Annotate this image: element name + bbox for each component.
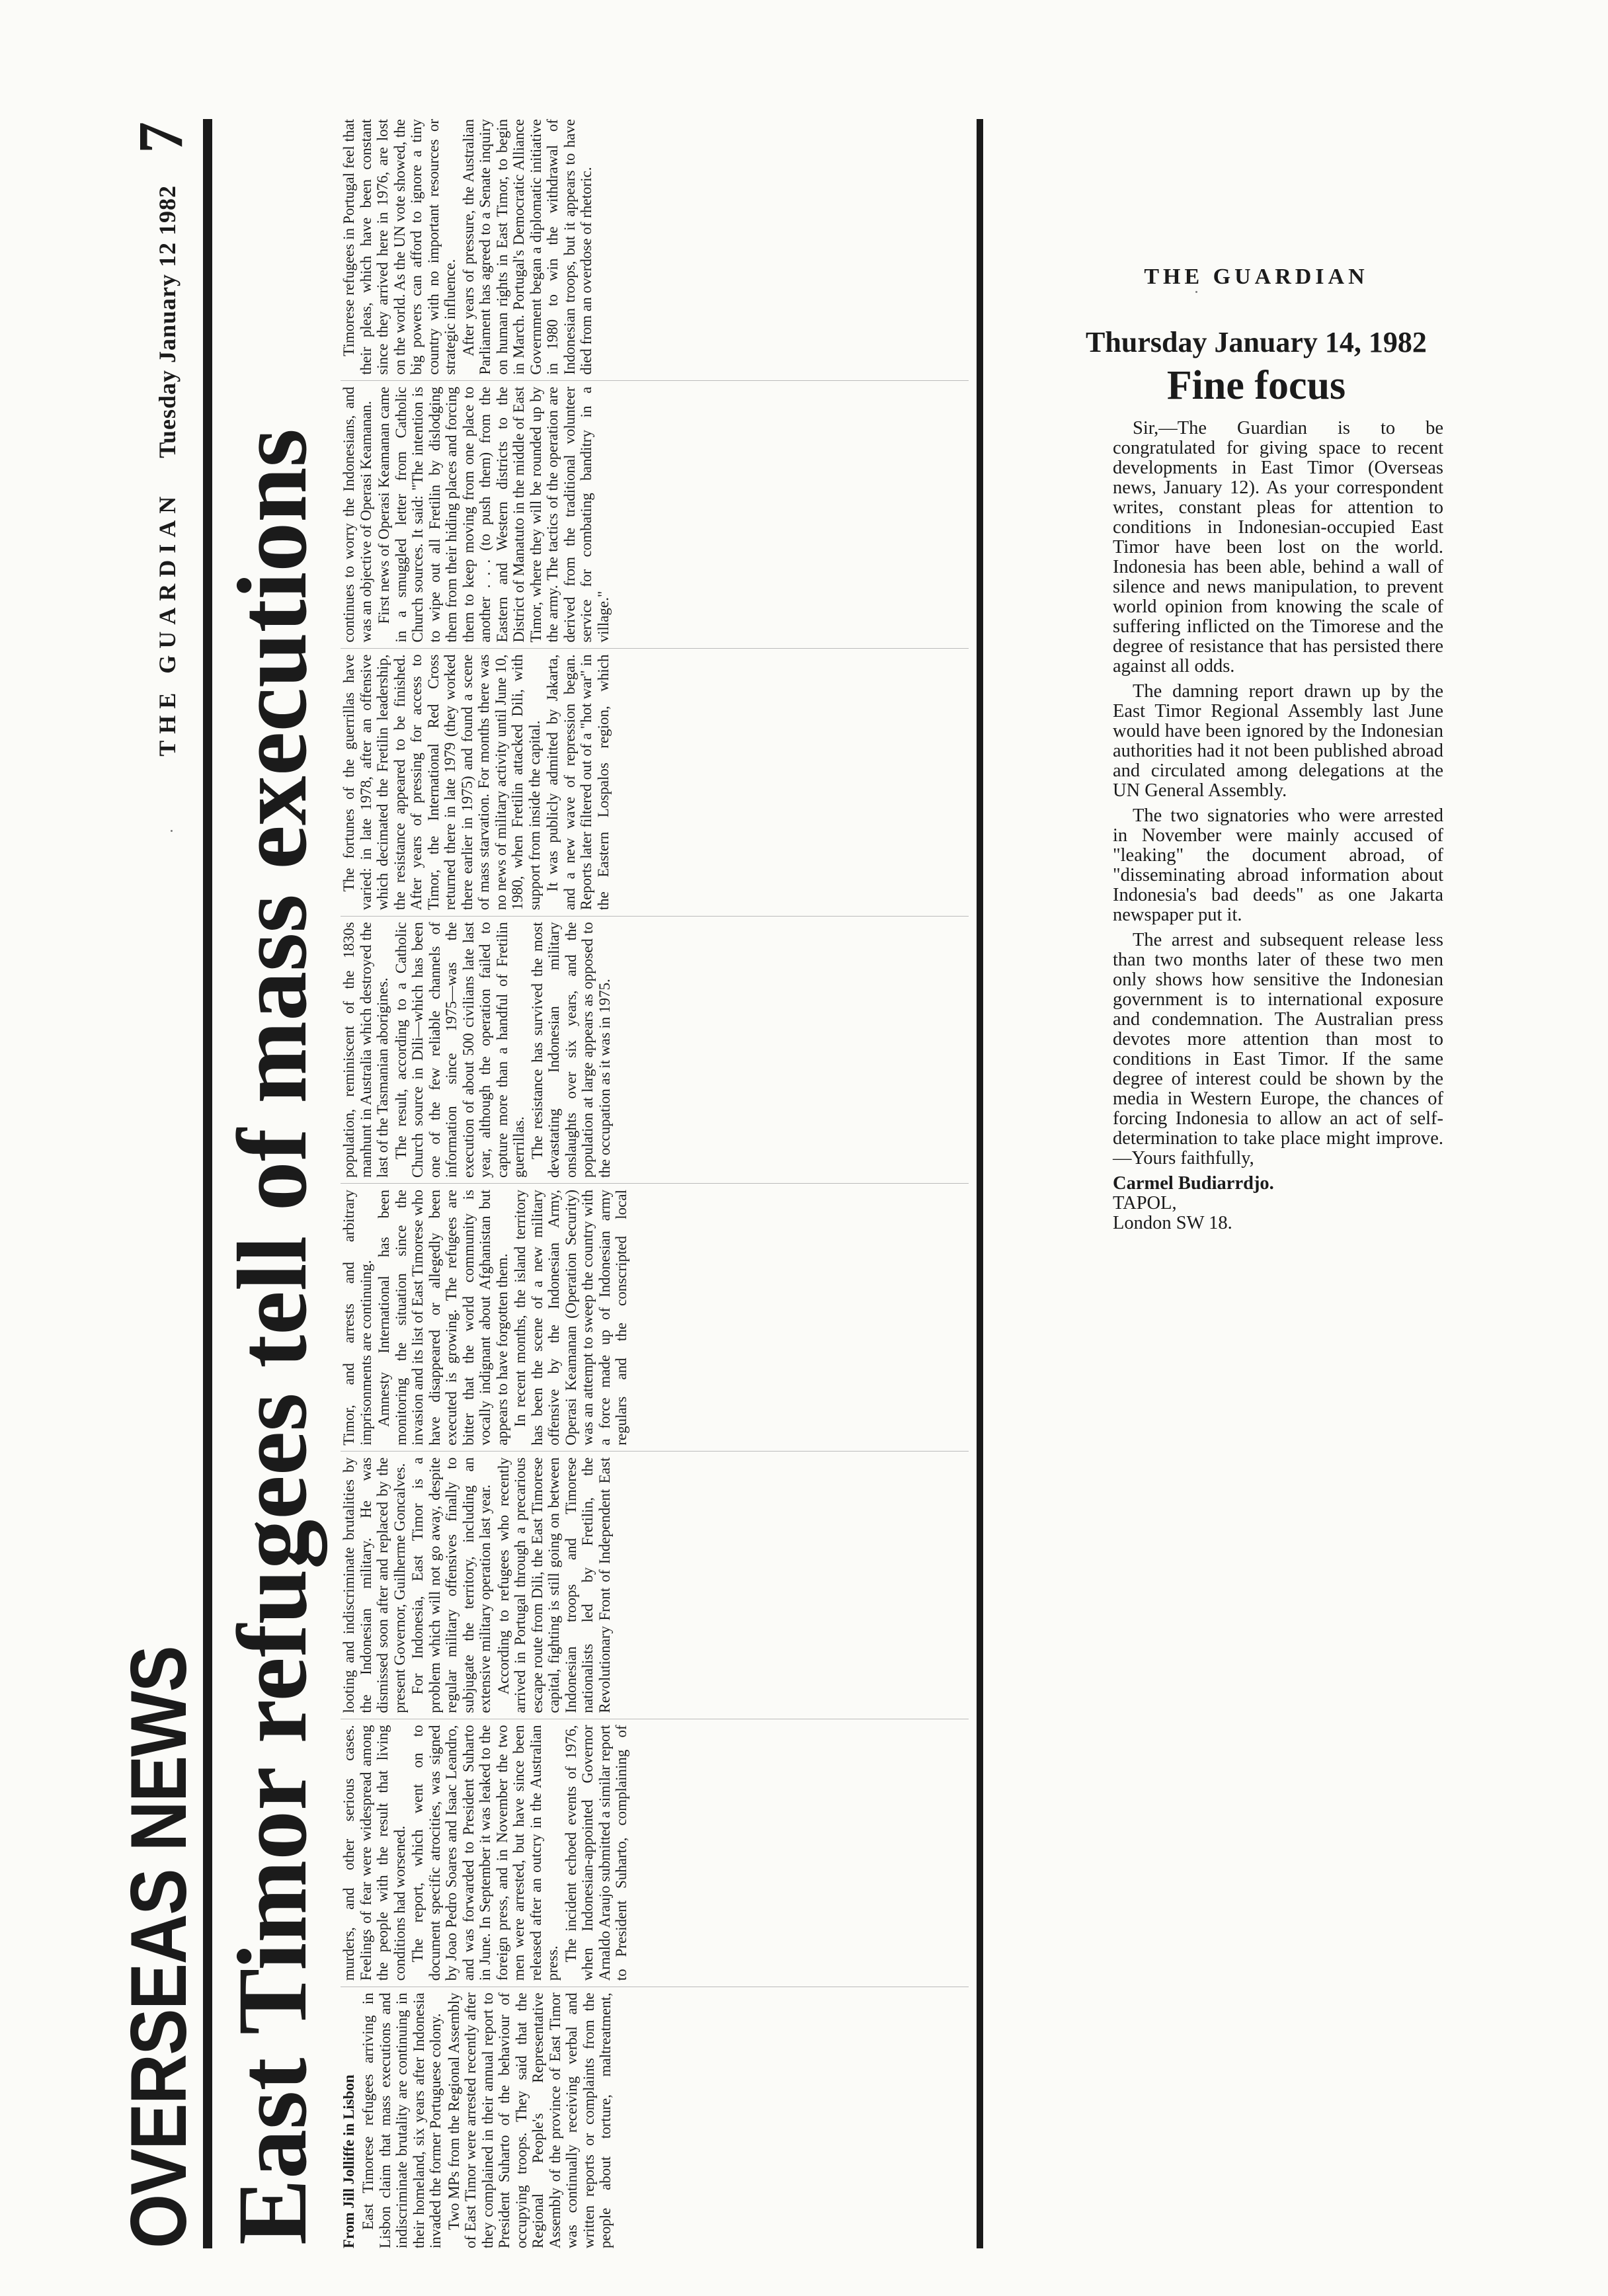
letter-clipping bbox=[1048, 265, 1465, 1233]
article-paragraph: First news of Operasi Keamanan came in a smuggled letter from Catholic Church sources. It said: "The intention is to wipe out all Fretilin by dislodging them from their hiding places and forcing them to keep moving from one place to another . . . (to push them) from the Eastern and Western districts to the District of Manatuto in the middle of East Timor, where they will be rounded up by the army. The tactics of the operation are derived from the traditional volunteer service for combating banditry in a village." bbox=[376, 386, 612, 643]
letter-paragraph: The two signatories who were arrested in November were mainly accused of "leaking" the document abroad, of "disseminating abroad information about Indonesia's bad deeds" as one Jakarta newspaper put it. bbox=[1113, 805, 1443, 925]
letter-paragraph: The damning report drawn up by the East Timor Regional Assembly last June would have been ignored by the Indonesian authorities had it not been published abroad and circulated among delegations at the UN General Assembly. bbox=[1113, 681, 1443, 801]
page-header bbox=[124, 119, 196, 1243]
header-rule bbox=[203, 119, 212, 2248]
scan-speck bbox=[1195, 291, 1197, 293]
article-paragraph: The incident echoed events of 1976, when Indonesian-appointed Governor Arnaldo Araujo submitted a similar report to President Suharto, complaining of looting and indiscriminate brutalities by the Indonesian military. He was dismissed soon after and replaced by the present Governor, Guilherme Goncalves. bbox=[341, 1457, 629, 1981]
article-paragraph: Two MPs from the Regional Assembly of East Timor were arrested recently after they complained in their annual report to President Suharto of the behaviour of occupying troops. They said that the Regional People's Representative Assembly of the province of East Timor was continually receiving verbal and written reports or complaints from the people about torture, maltreatment, murders, and other serious cases. Feelings of fear were widespread among the people with the result that living conditions had worsened. bbox=[341, 1725, 614, 2248]
article-paragraph: In recent months, the island territory has been the scene of a new military offensive by the Indonesian Army, Operasi Keamanan (Operation Security) was an attempt to sweep the country with a force made up of Indonesian army regulars and the conscripted local population, reminiscent of the 1830s manhunt in Australia which destroyed the last of the Tasmanian aborigines. bbox=[341, 922, 629, 1446]
article-paragraph: The fortunes of the guerrillas have varied: in late 1978, after an offensive which decimated the Fretilin leadership, the resistance appeared to be finished. After years of pressing for access to Timor, the International Red Cross returned there in late 1979 (they worked there earlier in 1975) and found a scene of mass starvation. For months there was no news of military activity until June 10, 1980, when Fretilin attacked Dili, with support from inside the capital. bbox=[341, 654, 543, 911]
article-paragraph: After years of pressure, the Australian Parliament has agreed to a Senate inquiry on human rights in East Timor, to begin in March. Portugal's Democratic Alliance Government began a diplomatic initiative in 1980 to win the withdrawal of Indonesian troops, but it appears to have died from an overdose of rhetoric. bbox=[460, 119, 594, 375]
letter-masthead: THE GUARDIAN bbox=[1144, 265, 1369, 289]
signature-organisation: TAPOL, bbox=[1113, 1193, 1177, 1213]
article-paragraph: Amnesty International has been monitoring the situation since the invasion and its list of East Timorese who have disappeared or allegedly been executed is growing. The refugees are bitter that the world community is vocally indignant about Afghanistan but appears to have forgotten them. bbox=[376, 1190, 510, 1446]
article-paragraph: According to refugees who recently arrived in Portugal through a precarious escape route from Dili, the East Timorese capital, fighting is still going on between Indonesian troops and Timorese nationalists led by Fretilin, the Revolutionary Front of Independent East Timor, and arrests and arbitrary imprisonments are continuing. bbox=[341, 1190, 613, 1713]
article-body bbox=[341, 119, 969, 2248]
scan-speck bbox=[171, 830, 173, 832]
letter-body bbox=[1113, 419, 1443, 1168]
article-paragraph: East Timorese refugees arriving in Lisbon claim that mass executions and indiscriminate brutality are continuing in their homeland, six years after Indonesia invaded the former Portuguese colony. bbox=[360, 1992, 444, 2248]
issue-date: Tuesday January 12 1982 bbox=[154, 185, 181, 458]
letter-paragraph: The arrest and subsequent release less than two months later of these two men only shows how sensitive the Indonesian government is to international exposure and condemnation. The Australian press devotes more attention than most to conditions in East Timor. If the same degree of interest could be shown by the media in Western Europe, the chances of forcing Indonesia to allow an act of self-determination to take place might improve.—Yours faithfully, bbox=[1113, 930, 1443, 1168]
byline: From Jill Jolliffe in Lisbon bbox=[341, 2074, 357, 2248]
article-paragraph: For Indonesia, East Timor is a problem which will not go away, despite regular military offensives finally to subjugate the territory, including an extensive military operation last year. bbox=[409, 1457, 493, 1713]
headline: East Timor refugees tell of mass executions bbox=[218, 429, 327, 2245]
article-paragraph: The report, which went on to document specific atrocities, was signed by Joao Pedro Soares and Isaac Leandro, and was forwarded to President Suharto in June. In September it was leaked to the foreign press, and in November the two men were arrested, but have since been released after an outcry in the Australian press. bbox=[409, 1725, 561, 1981]
article-paragraph: The resistance has survived the most devastating Indonesian military onslaughts over six years, and the population at large appears as opposed to the occupation as it was in 1975. bbox=[528, 922, 613, 1178]
section-title: OVERSEAS NEWS bbox=[114, 1646, 203, 2248]
page-number: 7 bbox=[125, 119, 196, 153]
footer-rule bbox=[977, 119, 983, 2248]
article-paragraph: It was publicly admitted by Jakarta, and a new wave of repression began. Reports later filtered out of a "hot war" in the Eastern Lospalos region, which continues to worry the Indonesians, and was an objective of Operasi Keamanan. bbox=[341, 386, 612, 911]
signature-name: Carmel Budiarrdjo. bbox=[1113, 1173, 1274, 1194]
letter-paragraph: Sir,—The Guardian is to be congratulated for giving space to recent developments in East Timor (Overseas news, January 12). As your correspondent writes, constant pleas for attention to conditions in Indonesian-occupied East Timor have been lost on the world. Indonesia has been able, behind a wall of silence and news manipulation, to prevent world opinion from knowing the scale of suffering inflicted on the Timorese and the degree of resistance that has persisted there against all odds. bbox=[1113, 418, 1443, 676]
article-paragraph: Timorese refugees in Portugal feel that their pleas, which have been constant since they arrived here in 1976, are lost on the world. As the UN vote showed, the big powers can afford to ignore a tiny country with no important resources or strategic influence. bbox=[341, 119, 458, 375]
letter-date: Thursday January 14, 1982 bbox=[1086, 326, 1427, 358]
letter-signature bbox=[1113, 1174, 1443, 1233]
masthead-name: THE GUARDIAN bbox=[154, 489, 181, 757]
signature-address: London SW 18. bbox=[1113, 1213, 1232, 1233]
article-clipping bbox=[116, 119, 988, 2248]
article-paragraph: The result, according to a Catholic Church source in Dili—which has been one of the few reliable channels of information since 1975—was the execution of about 500 civilians late last year, although the operation failed to capture more than a handful of Fretilin guerrillas. bbox=[392, 922, 527, 1178]
letter-title: Fine focus bbox=[1166, 363, 1346, 408]
